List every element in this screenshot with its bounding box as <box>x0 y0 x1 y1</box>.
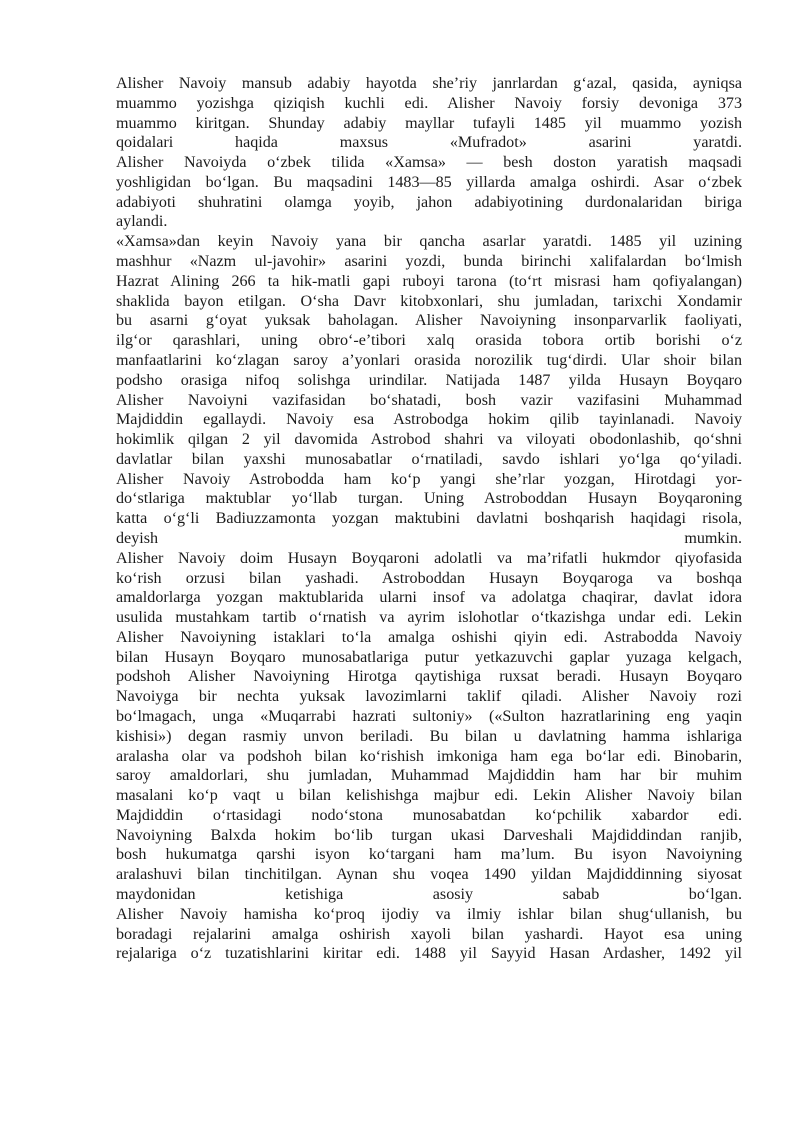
text-line: mashhur «Nazm ul-javohir» asarini yozdi, bunda birinchi xalifalardan bo‘lmish <box>116 253 742 271</box>
text-line: maydonidan ketishiga asosiy sabab bo‘lgan. <box>116 886 742 904</box>
text-line: Alisher Navoiy hamisha ko‘proq ijodiy va ilmiy ishlar bilan shug‘ullanish, bu <box>116 905 742 923</box>
text-line: manfaatlarini ko‘zlagan saroy a’yonlari orasida norozilik tug‘dirdi. Ular shoir bilan <box>116 351 742 369</box>
text-line: «Xamsa»dan keyin Navoiy yana bir qancha asarlar yaratdi. 1485 yil uzining <box>116 233 742 251</box>
text-line: davlatlar bilan yaxshi munosabatlar o‘rnatiladi, savdo ishlari yo‘lga qo‘yiladi. <box>116 450 742 468</box>
text-line: do‘stlariga maktublar yo‘llab turgan. Uning Astroboddan Husayn Boyqaroning <box>116 490 742 508</box>
text-line: hokimlik qilgan 2 yil davomida Astrobod shahri va viloyati obodonlashib, qo‘shni <box>116 431 742 449</box>
text-line: podshoh Alisher Navoiyning Hirotga qaytishiga ruxsat beradi. Husayn Boyqaro <box>116 668 742 686</box>
text-line: ilg‘or qarashlari, uning obro‘-e’tibori xalq orasida tobora ortib borishi o‘z <box>116 332 742 350</box>
text-line: aylandi. <box>116 213 168 231</box>
text-line: bilan Husayn Boyqaro munosabatlariga putur yetkazuvchi gaplar yuzaga kelgach, <box>116 648 742 666</box>
text-line: Alisher Navoiy doim Husayn Boyqaroni adolatli va ma’rifatli hukmdor qiyofasida <box>116 549 742 567</box>
text-line: yoshligidan bo‘lgan. Bu maqsadini 1483—85 yillarda amalga oshirdi. Asar o‘zbek <box>116 173 742 191</box>
text-line: Majdiddin o‘rtasidagi nodo‘stona munosabatdan ko‘pchilik xabardor edi. <box>116 806 742 824</box>
text-line: adabiyoti shuhratini olamga yoyib, jahon adabiyotining durdonalaridan biriga <box>116 193 742 211</box>
text-line: usulida mustahkam tartib o‘rnatish va ayrim islohotlar o‘tkazishga undar edi. Lekin <box>116 609 742 627</box>
text-line: Alisher Navoiyni vazifasidan bo‘shatadi, bosh vazir vazifasini Muhammad <box>116 391 742 409</box>
text-line: Alisher Navoiyda o‘zbek tilida «Xamsa» — besh doston yaratish maqsadi <box>116 154 742 172</box>
text-line: muammo kiritgan. Shunday adabiy mayllar tufayli 1485 yil muammo yozish <box>116 114 742 132</box>
text-line: deyish mumkin. <box>116 529 742 547</box>
text-line: Alisher Navoiy Astrobodda ham ko‘p yangi she’rlar yozgan, Hirotdagi yor- <box>116 470 742 488</box>
text-line: muammo yozishga qiziqish kuchli edi. Alisher Navoiy forsiy devoniga 373 <box>116 94 742 112</box>
text-line: podsho orasiga nifoq solishga urindilar. Natijada 1487 yilda Husayn Boyqaro <box>116 371 742 389</box>
text-line: Navoiyga bir nechta yuksak lavozimlarni taklif qiladi. Alisher Navoiy rozi <box>116 688 742 706</box>
text-line: Alisher Navoiy mansub adabiy hayotda she’riy janrlardan g‘azal, qasida, ayniqsa <box>116 75 742 92</box>
text-line: Majdiddin egallaydi. Navoiy esa Astrobodga hokim qilib tayinlanadi. Navoiy <box>116 411 742 429</box>
text-line: kishisi») degan rasmiy unvon beriladi. Bu bilan u davlatning hamma ishlariga <box>116 727 742 745</box>
text-line: Hazrat Alining 266 ta hik-matli gapi ruboyi tarona (to‘rt misrasi ham qofiyalangan) <box>116 272 742 290</box>
text-line: Alisher Navoiyning istaklari to‘la amalga oshishi qiyin edi. Astrabodda Navoiy <box>116 628 742 646</box>
document-page <box>116 74 742 964</box>
text-line: bosh hukumatga qarshi isyon ko‘targani ham ma’lum. Bu isyon Navoiyning <box>116 846 742 864</box>
text-line: shaklida bayon etilgan. O‘sha Davr kitobxonlari, shu jumladan, tarixchi Xondamir <box>116 292 742 310</box>
text-line: amaldorlarga yozgan maktublarida ularni insof va adolatga chaqirar, davlat idora <box>116 589 742 607</box>
text-line: qoidalari haqida maxsus «Mufradot» asarini yaratdi. <box>116 134 742 152</box>
text-line: masalani ko‘p vaqt u bilan kelishishga majbur edi. Lekin Alisher Navoiy bilan <box>116 787 742 805</box>
text-line: ko‘rish orzusi bilan yashadi. Astroboddan Husayn Boyqaroga va boshqa <box>116 569 742 587</box>
text-line: saroy amaldorlari, shu jumladan, Muhammad Majdiddin ham har bir muhim <box>116 767 742 785</box>
text-line: Navoiyning Balxda hokim bo‘lib turgan ukasi Darveshali Majdiddindan ranjib, <box>116 826 742 844</box>
text-line: bu asarni g‘oyat yuksak baholagan. Alisher Navoiyning insonparvarlik faoliyati, <box>116 312 742 330</box>
text-line: bo‘lmagach, unga «Muqarrabi hazrati sultoniy» («Sulton hazratlarining eng yaqin <box>116 708 742 725</box>
text-line: katta o‘g‘li Badiuzzamonta yozgan maktubini davlatni boshqarish haqidagi risola, <box>116 510 742 528</box>
text-line: aralasha olar va podshoh bilan ko‘rishish imkoniga ham ega bo‘lar edi. Binobarin, <box>116 747 742 765</box>
text-line: rejalariga o‘z tuzatishlarini kiritar edi. 1488 yil Sayyid Hasan Ardasher, 1492 yil <box>116 945 742 963</box>
text-line: boradagi rejalarini amalga oshirish xayoli bilan yashardi. Hayot esa uning <box>116 925 742 943</box>
text-line: aralashuvi bilan tinchitilgan. Aynan shu voqea 1490 yildan Majdiddinning siyosat <box>116 866 742 884</box>
